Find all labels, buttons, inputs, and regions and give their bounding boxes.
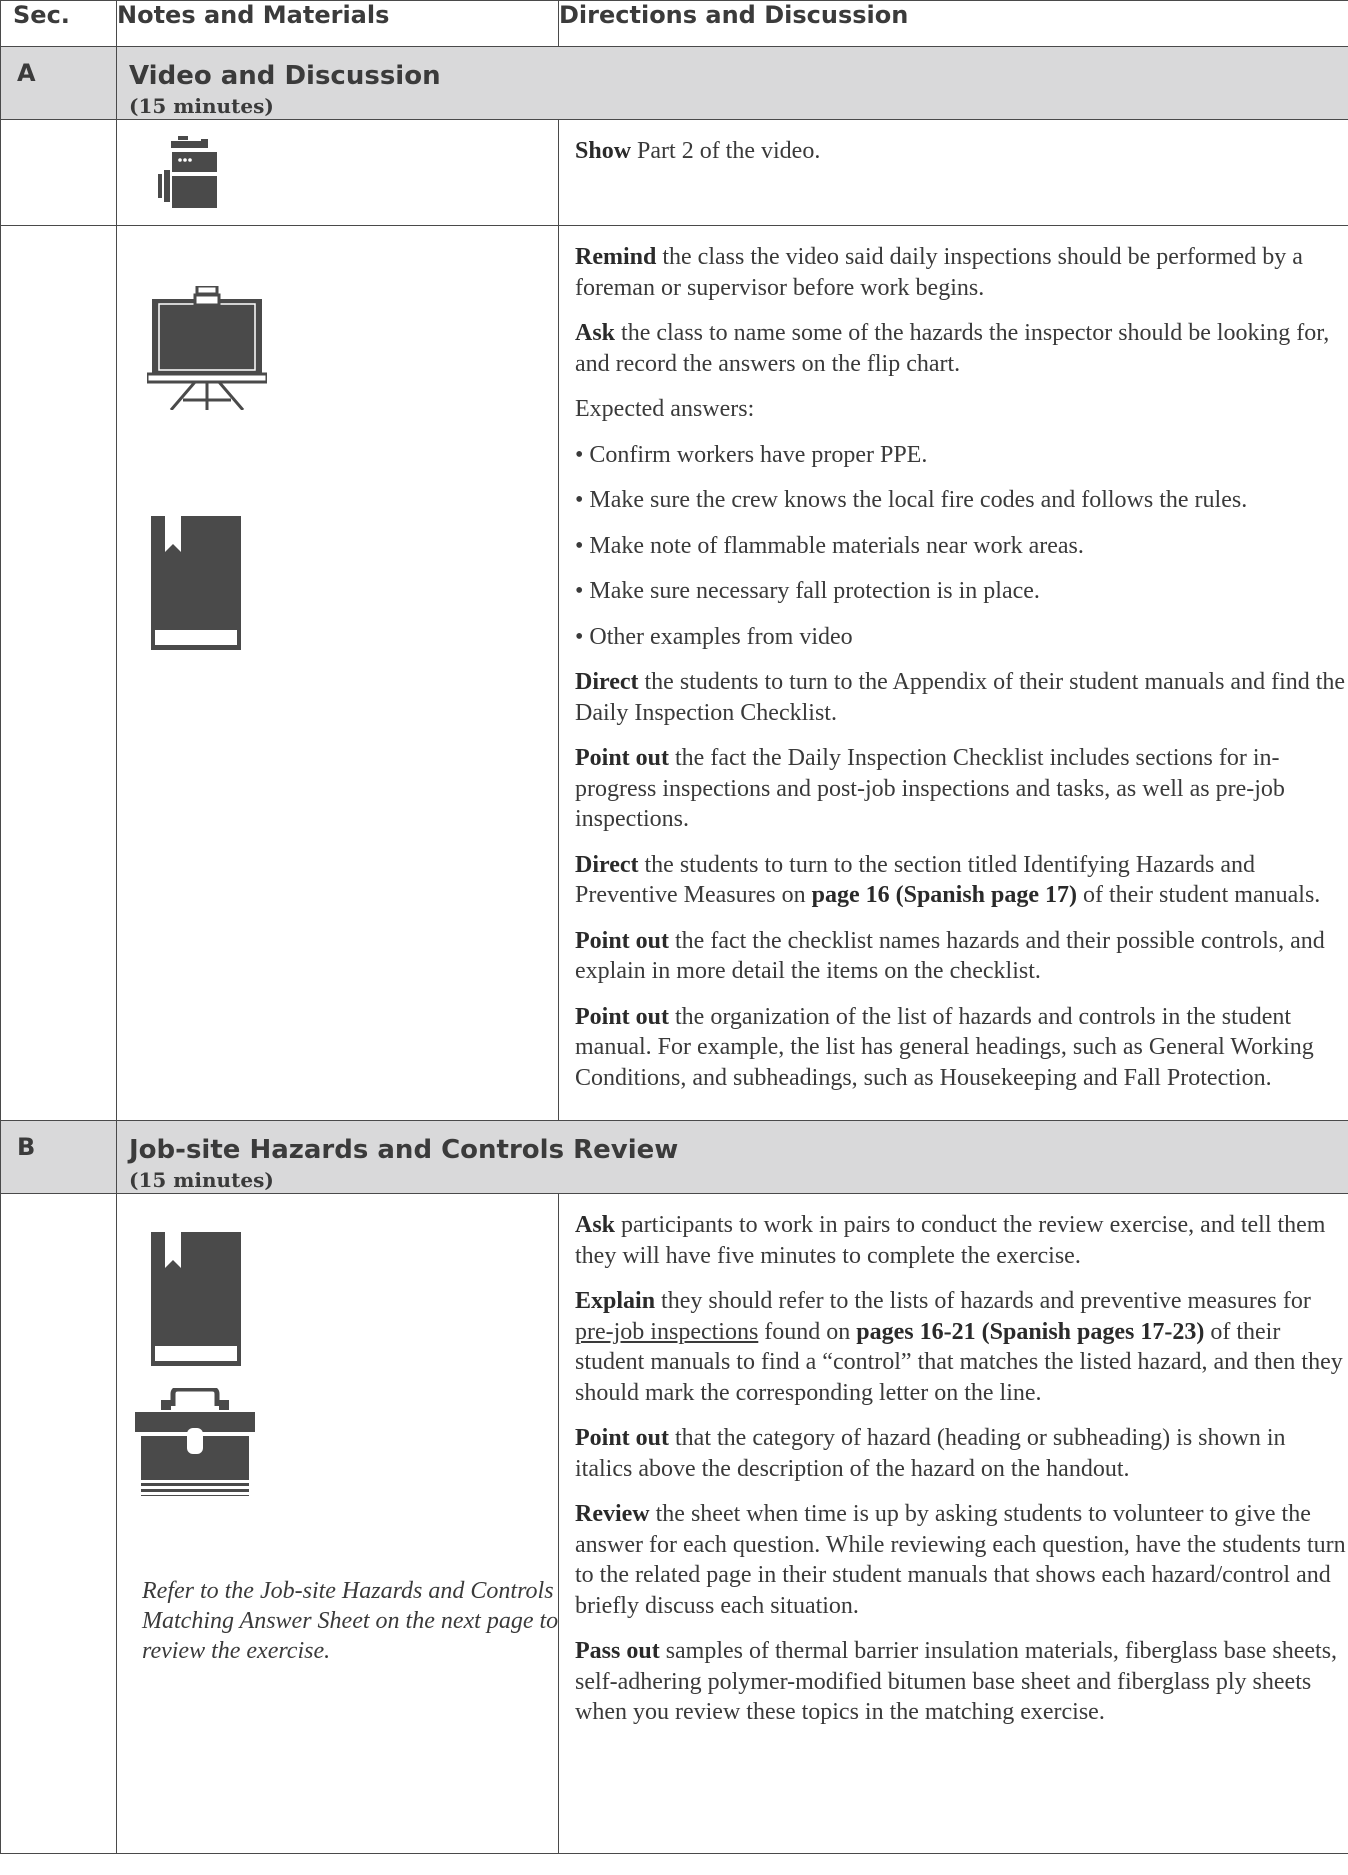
verb-point-out: Point out bbox=[575, 927, 670, 954]
paragraph-point-out-controls bbox=[575, 926, 1348, 987]
paragraph-text: samples of thermal barrier insulation materials, fiberglass base sheets, self-adhering polymer-modified bitumen base sheet and fiberglass ply sheets when you review these topics in the matching exercise. bbox=[575, 1638, 1338, 1725]
header-row bbox=[1, 1, 1348, 47]
sec-empty-cell bbox=[1, 226, 117, 1121]
notes-cell-discussion bbox=[117, 226, 559, 1121]
header-directions: Directions and Discussion bbox=[559, 1, 1348, 47]
section-a-duration: (15 minutes) bbox=[129, 94, 274, 118]
paragraph-text: that the category of hazard (heading or subheading) is shown in italics above the description of the hazard on the handout. bbox=[575, 1425, 1286, 1482]
section-a-title-cell bbox=[117, 47, 1348, 120]
paragraph-point-out-organization bbox=[575, 1002, 1348, 1094]
paragraph-show bbox=[575, 136, 1348, 167]
verb-point-out: Point out bbox=[575, 1425, 670, 1451]
paragraph-pass-out bbox=[575, 1636, 1348, 1728]
section-b-letter: B bbox=[1, 1121, 117, 1194]
toolbox-icon bbox=[135, 1388, 255, 1496]
section-b-header bbox=[1, 1121, 1348, 1194]
page-reference: pages 16-21 (Spanish pages 17-23) bbox=[856, 1318, 1205, 1345]
verb-point-out: Point out bbox=[575, 745, 670, 771]
paragraph-direct-appendix bbox=[575, 667, 1348, 728]
paragraph-point-out-checklist bbox=[575, 743, 1348, 835]
verb-ask: Ask bbox=[575, 320, 616, 346]
section-b-title: Job-site Hazards and Controls Review bbox=[129, 1135, 679, 1165]
paragraph-text: the organization of the list of hazards and controls in the student manual. For example, the list has general headings, such as General Working Conditions, and subheadings, such as Housekeeping and Fall Protection. bbox=[575, 1003, 1314, 1091]
paragraph-text: Part 2 of the video. bbox=[631, 138, 821, 164]
directions-cell-discussion bbox=[559, 226, 1348, 1121]
section-a-title: Video and Discussion bbox=[129, 61, 441, 91]
header-notes: Notes and Materials bbox=[117, 1, 559, 47]
manual-book-icon bbox=[151, 516, 241, 650]
section-b-row-review bbox=[1, 1194, 1348, 1854]
manual-book-icon bbox=[151, 1232, 241, 1366]
flip-chart-icon bbox=[147, 286, 267, 410]
notes-cell-review bbox=[117, 1194, 559, 1854]
sec-empty-cell bbox=[1, 120, 117, 226]
verb-direct: Direct bbox=[575, 669, 639, 695]
paragraph-text: found on bbox=[758, 1318, 857, 1345]
section-b-duration: (15 minutes) bbox=[129, 1168, 274, 1192]
paragraph-direct-section bbox=[575, 850, 1348, 911]
paragraph-remind bbox=[575, 242, 1348, 303]
section-a-letter: A bbox=[1, 47, 117, 120]
paragraph-ask-pairs bbox=[575, 1210, 1348, 1271]
underlined-term: pre-job inspections bbox=[575, 1318, 759, 1345]
paragraph-text: the students to turn to the section titled Identifying Hazards and Preventive Measures on bbox=[575, 851, 1256, 908]
paragraph-point-out-category bbox=[575, 1423, 1348, 1484]
paragraph-text: participants to work in pairs to conduct the review exercise, and tell them they will have five minutes to complete the exercise. bbox=[575, 1212, 1326, 1269]
verb-point-out: Point out bbox=[575, 1003, 670, 1030]
paragraph-text: the students to turn to the Appendix of their student manuals and find the Daily Inspection Checklist. bbox=[575, 669, 1346, 726]
sec-empty-cell bbox=[1, 1194, 117, 1854]
verb-ask: Ask bbox=[575, 1212, 616, 1238]
section-a-row-video bbox=[1, 120, 1348, 226]
paragraph-text: the class to name some of the hazards the inspector should be looking for, and record the answers on the flip chart. bbox=[575, 320, 1330, 377]
header-sec: Sec. bbox=[1, 1, 117, 47]
paragraph-text: the fact the checklist names hazards and their possible controls, and explain in more detail the items on the checklist. bbox=[575, 927, 1325, 984]
bullet-item: • Make note of flammable materials near work areas. bbox=[575, 531, 1348, 562]
section-a-header bbox=[1, 47, 1348, 120]
answer-sheet-note: Refer to the Job-site Hazards and Controls Matching Answer Sheet on the next page to review the exercise. bbox=[142, 1578, 559, 1664]
directions-cell-review bbox=[559, 1194, 1348, 1854]
verb-explain: Explain bbox=[575, 1288, 656, 1314]
paragraph-explain bbox=[575, 1286, 1348, 1408]
verb-pass-out: Pass out bbox=[575, 1638, 660, 1664]
bullet-item: • Make sure necessary fall protection is in place. bbox=[575, 576, 1348, 607]
bullet-item: • Confirm workers have proper PPE. bbox=[575, 440, 1348, 471]
video-camera-icon bbox=[157, 136, 219, 208]
paragraph-review bbox=[575, 1499, 1348, 1621]
bullet-item: • Make sure the crew knows the local fire codes and follows the rules. bbox=[575, 485, 1348, 516]
paragraph-text: the fact the Daily Inspection Checklist includes sections for in-progress inspections and post-job inspections and tasks, as well as pre-job inspections. bbox=[575, 745, 1285, 832]
paragraph-text: of their student manuals to find a “control” that matches the listed hazard, and then they should mark the corresponding letter on the line. bbox=[575, 1318, 1343, 1406]
page-reference: page 16 (Spanish page 17) bbox=[811, 882, 1077, 908]
verb-review: Review bbox=[575, 1501, 650, 1527]
section-b-title-cell bbox=[117, 1121, 1348, 1194]
paragraph-text: they should refer to the lists of hazards and preventive measures for bbox=[655, 1288, 1311, 1314]
paragraph-expected: Expected answers: bbox=[575, 396, 755, 422]
directions-cell-video bbox=[559, 120, 1348, 226]
section-a-row-discussion bbox=[1, 226, 1348, 1121]
paragraph-text: of their student manuals. bbox=[1077, 882, 1321, 908]
verb-remind: Remind bbox=[575, 244, 657, 270]
bullet-item: • Other examples from video bbox=[575, 622, 1348, 653]
paragraph-text: the class the video said daily inspections should be performed by a foreman or supervisor before work begins. bbox=[575, 244, 1303, 301]
notes-cell-video bbox=[117, 120, 559, 226]
verb-direct: Direct bbox=[575, 851, 639, 878]
verb-show: Show bbox=[575, 138, 632, 164]
paragraph-ask bbox=[575, 318, 1348, 379]
paragraph-text: the sheet when time is up by asking students to volunteer to give the answer for each question. While reviewing each question, have the students turn to the related page in their student manuals that shows each hazard/control and briefly discuss each situation. bbox=[575, 1501, 1346, 1619]
